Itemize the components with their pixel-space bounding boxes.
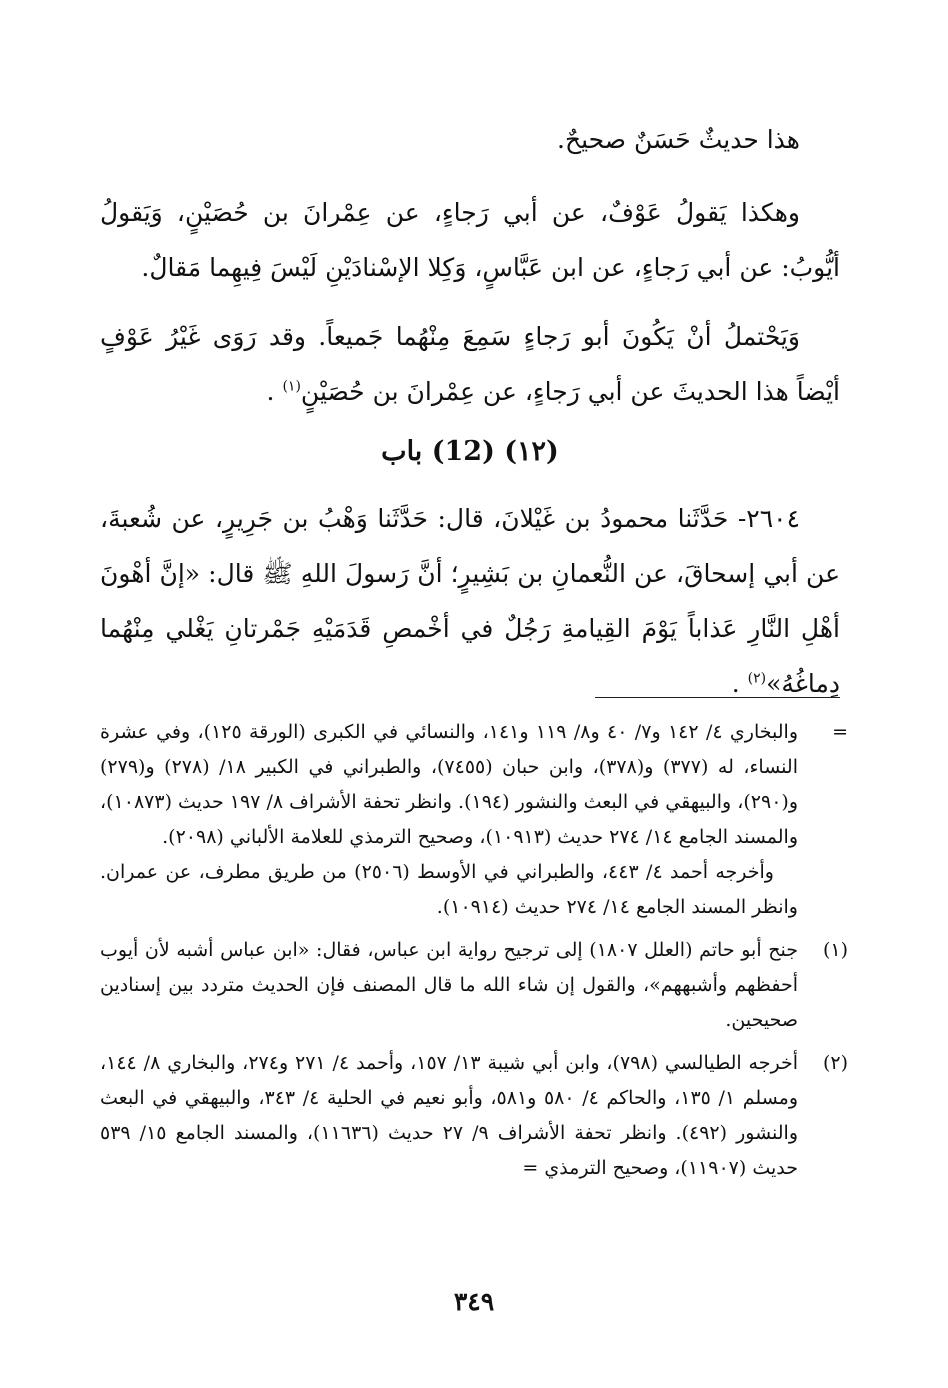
hadith-paragraph <box>100 491 840 711</box>
narration-possibility-text: وَيَحْتملُ أنْ يَكُونَ أبو رَجاءٍ سَمِعَ مِنْهُما جَميعاً. وقد رَوَى غَيْرُ عَوْفٍ أيْضاً هذا الحديثَ عن أبي رَجاءٍ، عن عِمْرانَ بن حُصَيْنٍ <box>100 322 840 406</box>
footnote-ref-1: (١) <box>282 378 301 395</box>
page-number: ٣٤٩ <box>453 1287 495 1316</box>
footnotes <box>100 715 848 1194</box>
footnote-1-text: جنح أبو حاتم (العلل ١٨٠٧) إلى ترجيح رواية ابن عباس، فقال: «ابن عباس أشبه لأن أيوب أحفظهم وأشبههم»، والقول إن شاء الله ما قال المصنف فإن الحديث متردد بين إسنادين صحيحين. <box>100 939 798 1031</box>
main-text <box>100 112 840 711</box>
hadith-end-mark: . <box>731 669 740 698</box>
footnote-2-number: (٢) <box>822 1052 848 1074</box>
footnote-2-text: أخرجه الطيالسي (٧٩٨)، وابن أبي شيبة ١٣/ ١٥٧، وأحمد ٤/ ٢٧١ و٢٧٤، والبخاري ٨/ ١٤٤، ومسلم ١/ ١٣٥، والحاكم ٤/ ٥٨٠ و٥٨١، وأبو نعيم في الحلية ٤/ ٣٤٣، والبيهقي في البعث والنشور (٤٩٢). وانظر تحفة الأشراف ٩/ ٢٧ حديث (١١٦٣٦)، والمسند الجامع ١٥/ ٥٣٩ حديث (١١٩٠٧)، وصحيح الترمذي = <box>100 1052 799 1179</box>
hadith-grade-line: هذا حديثٌ حَسَنٌ صحيحٌ. <box>557 125 800 154</box>
chapter-heading: (١٢) (12) باب <box>381 436 559 467</box>
paragraph-end-mark: . <box>266 377 275 406</box>
footnote-continuation <box>100 715 848 925</box>
hadith-text: ٢٦٠٤- حَدَّثَنا محمودُ بن غَيْلانَ، قال: حَدَّثَنا وَهْبُ بن جَرِيرٍ، عن شُعبةَ، عن أبي إسحاقَ، عن النُّعمانِ بن بَشِيرٍ؛ أنَّ رَسولَ اللهِ ﷺ قال: «إنَّ أهْونَ أهْلِ النَّارِ عَذاباً يَوْمَ القِيامةِ رَجُلٌ في أخْمصِ قَدَمَيْهِ جَمْرتانِ يَغْلي مِنْهُما دِماغُهُ» <box>100 504 840 698</box>
narration-possibility-paragraph <box>100 309 840 419</box>
footnote-1 <box>100 933 848 1038</box>
footnote-divider <box>595 697 840 698</box>
isnad-discussion-paragraph: وهكذا يَقولُ عَوْفٌ، عن أبي رَجاءٍ، عن عِمْرانَ بن حُصَيْنٍ، وَيَقولُ أيُّوبُ: عن أبي رَجاءٍ، عن ابن عَبَّاسٍ، وَكِلا الإسْنادَيْنِ لَيْسَ فِيهِما مَقالٌ. <box>100 198 840 282</box>
footnote-2 <box>100 1046 848 1186</box>
continuation-paragraph-2: وأخرجه أحمد ٤/ ٤٤٣، والطبراني في الأوسط (٢٥٠٦) من طريق مطرف، عن عمران. وانظر المسند الجامع ١٤/ ٢٧٤ حديث (١٠٩١٤). <box>100 861 798 918</box>
continuation-paragraph-1: والبخاري ٤/ ١٤٢ و٧/ ٤٠ و٨/ ١١٩ و١٤١، والنسائي في الكبرى (الورقة ١٢٥)، وفي عشرة النساء، له (٣٧٧) و(٣٧٨)، وابن حبان (٧٤٥٥)، والطبراني في الكبير ١٨/ (٢٧٨) و(٢٧٩) و(٢٩٠)، والبيهقي في البعث والنشور (١٩٤). وانظر تحفة الأشراف ٨/ ١٩٧ حديث (١٠٨٧٣)، والمسند الجامع ١٤/ ٢٧٤ حديث (١٠٩١٣)، وصحيح الترمذي للعلامة الألباني (٢٠٩٨). <box>100 721 799 848</box>
footnote-ref-2: (٢) <box>747 670 767 687</box>
footnote-1-number: (١) <box>822 939 848 961</box>
continuation-mark: = <box>832 721 848 743</box>
